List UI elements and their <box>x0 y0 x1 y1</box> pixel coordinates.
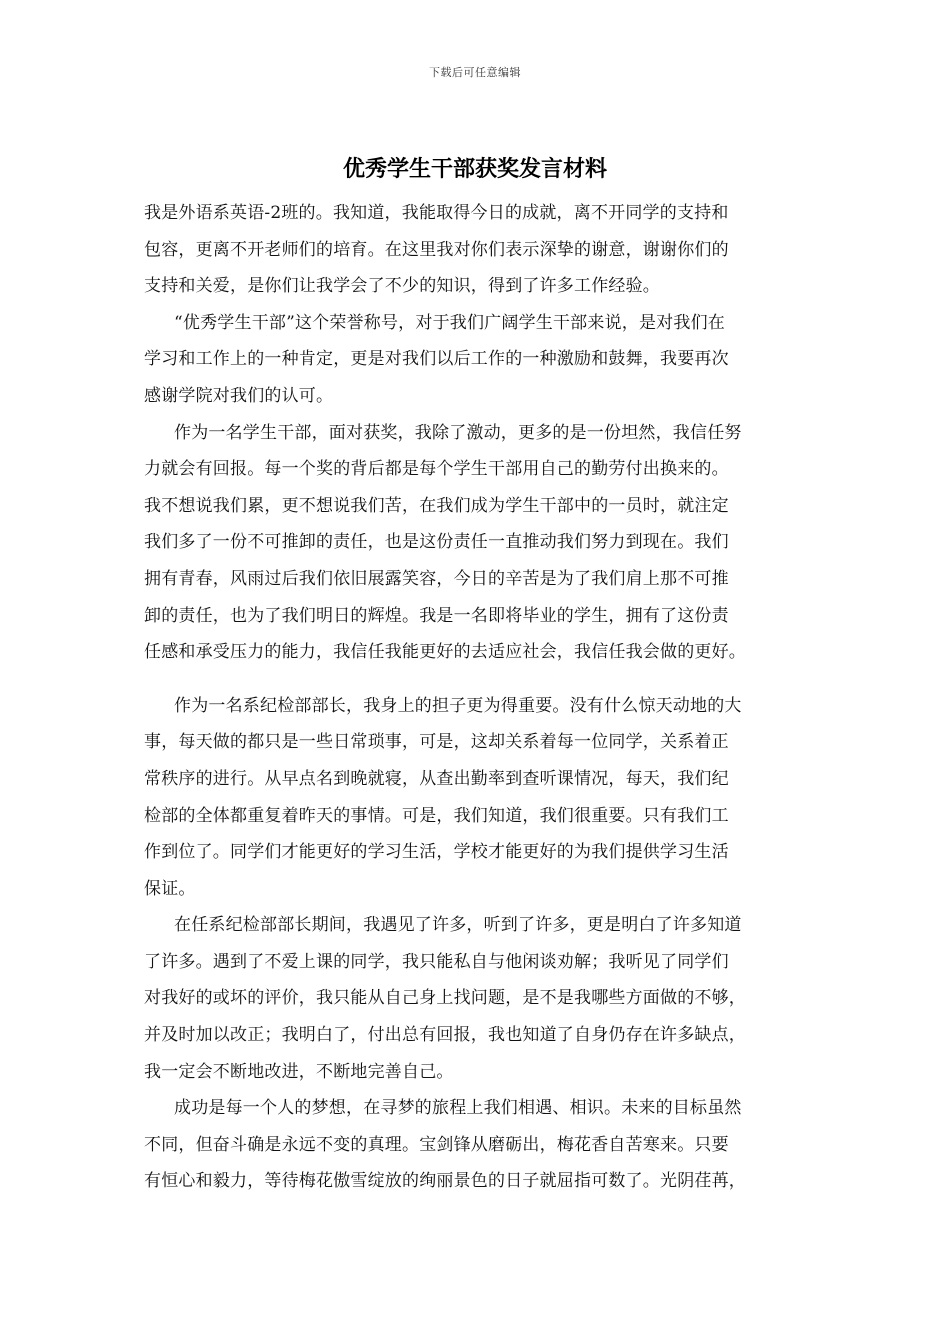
text-line: 有恒心和毅力，等待梅花傲雪绽放的绚丽景色的日子就屈指可数了。光阴荏苒， <box>144 1171 746 1192</box>
text-line: 我不想说我们累，更不想说我们苦，在我们成为学生干部中的一员时，就注定 <box>144 495 729 516</box>
text-line: 对我好的或坏的评价，我只能从自己身上找问题，是不是我哪些方面做的不够， <box>144 988 746 1009</box>
text-line: 检部的全体都重复着昨天的事情。可是，我们知道，我们很重要。只有我们工 <box>144 805 729 826</box>
document-body <box>144 195 820 1200</box>
text-line: 事，每天做的都只是一些日常琐事，可是，这却关系着每一位同学，关系着正 <box>144 732 729 753</box>
text-line: 感谢学院对我们的认可。 <box>144 385 334 406</box>
text-line: 学习和工作上的一种肯定，更是对我们以后工作的一种激励和鼓舞，我要再次 <box>144 349 729 370</box>
text-line: 不同，但奋斗确是永远不变的真理。宝剑锋从磨砺出，梅花香自苦寒来。只要 <box>144 1134 729 1155</box>
text-line: 在任系纪检部部长期间，我遇见了许多，听到了许多，更是明白了许多知道 <box>174 915 742 936</box>
text-line: 作为一名系纪检部部长，我身上的担子更为得重要。没有什么惊天动地的大 <box>174 695 742 716</box>
text-line: 保证。 <box>144 878 196 899</box>
page-header: 下载后可任意编辑 <box>429 66 521 79</box>
text-line: 拥有青春，风雨过后我们依旧展露笑容，今日的辛苦是为了我们肩上那不可推 <box>144 568 729 589</box>
text-line: 任感和承受压力的能力，我信任我能更好的去适应社会，我信任我会做的更好。 <box>144 642 746 663</box>
text-line: 我们多了一份不可推卸的责任，也是这份责任一直推动我们努力到现在。我们 <box>144 532 729 553</box>
text-line: 支持和关爱，是你们让我学会了不少的知识，得到了许多工作经验。 <box>144 276 660 297</box>
text-line: 并及时加以改正；我明白了，付出总有回报，我也知道了自身仍存在许多缺点， <box>144 1025 746 1046</box>
text-line: 包容，更离不开老师们的培育。在这里我对你们表示深挚的谢意，谢谢你们的 <box>144 239 729 260</box>
paragraph-gap <box>144 671 820 688</box>
text-line: 我一定会不断地改进，不断地完善自己。 <box>144 1061 454 1082</box>
text-line: 了许多。遇到了不爱上课的同学，我只能私自与他闲谈劝解；我听见了同学们 <box>144 951 729 972</box>
text-line: 成功是每一个人的梦想，在寻梦的旅程上我们相遇、相识。未来的目标虽然 <box>174 1098 742 1119</box>
text-line: 作为一名学生干部，面对获奖，我除了激动，更多的是一份坦然，我信任努 <box>174 422 742 443</box>
text-line: 我是外语系英语-2班的。我知道，我能取得今日的成就，离不开同学的支持和 <box>144 203 729 223</box>
text-line: 卸的责任，也为了我们明日的辉煌。我是一名即将毕业的学生，拥有了这份责 <box>144 605 729 626</box>
text-line: 常秩序的进行。从早点名到晚就寝，从查出勤率到查听课情况，每天，我们纪 <box>144 768 729 789</box>
text-line: “优秀学生干部”这个荣誉称号，对于我们广阔学生干部来说，是对我们在 <box>174 312 725 333</box>
text-line: 作到位了。同学们才能更好的学习生活，学校才能更好的为我们提供学习生活 <box>144 842 729 863</box>
text-line: 力就会有回报。每一个奖的背后都是每个学生干部用自己的勤劳付出换来的。 <box>144 459 729 480</box>
document-title: 优秀学生干部获奖发言材料 <box>342 156 607 182</box>
